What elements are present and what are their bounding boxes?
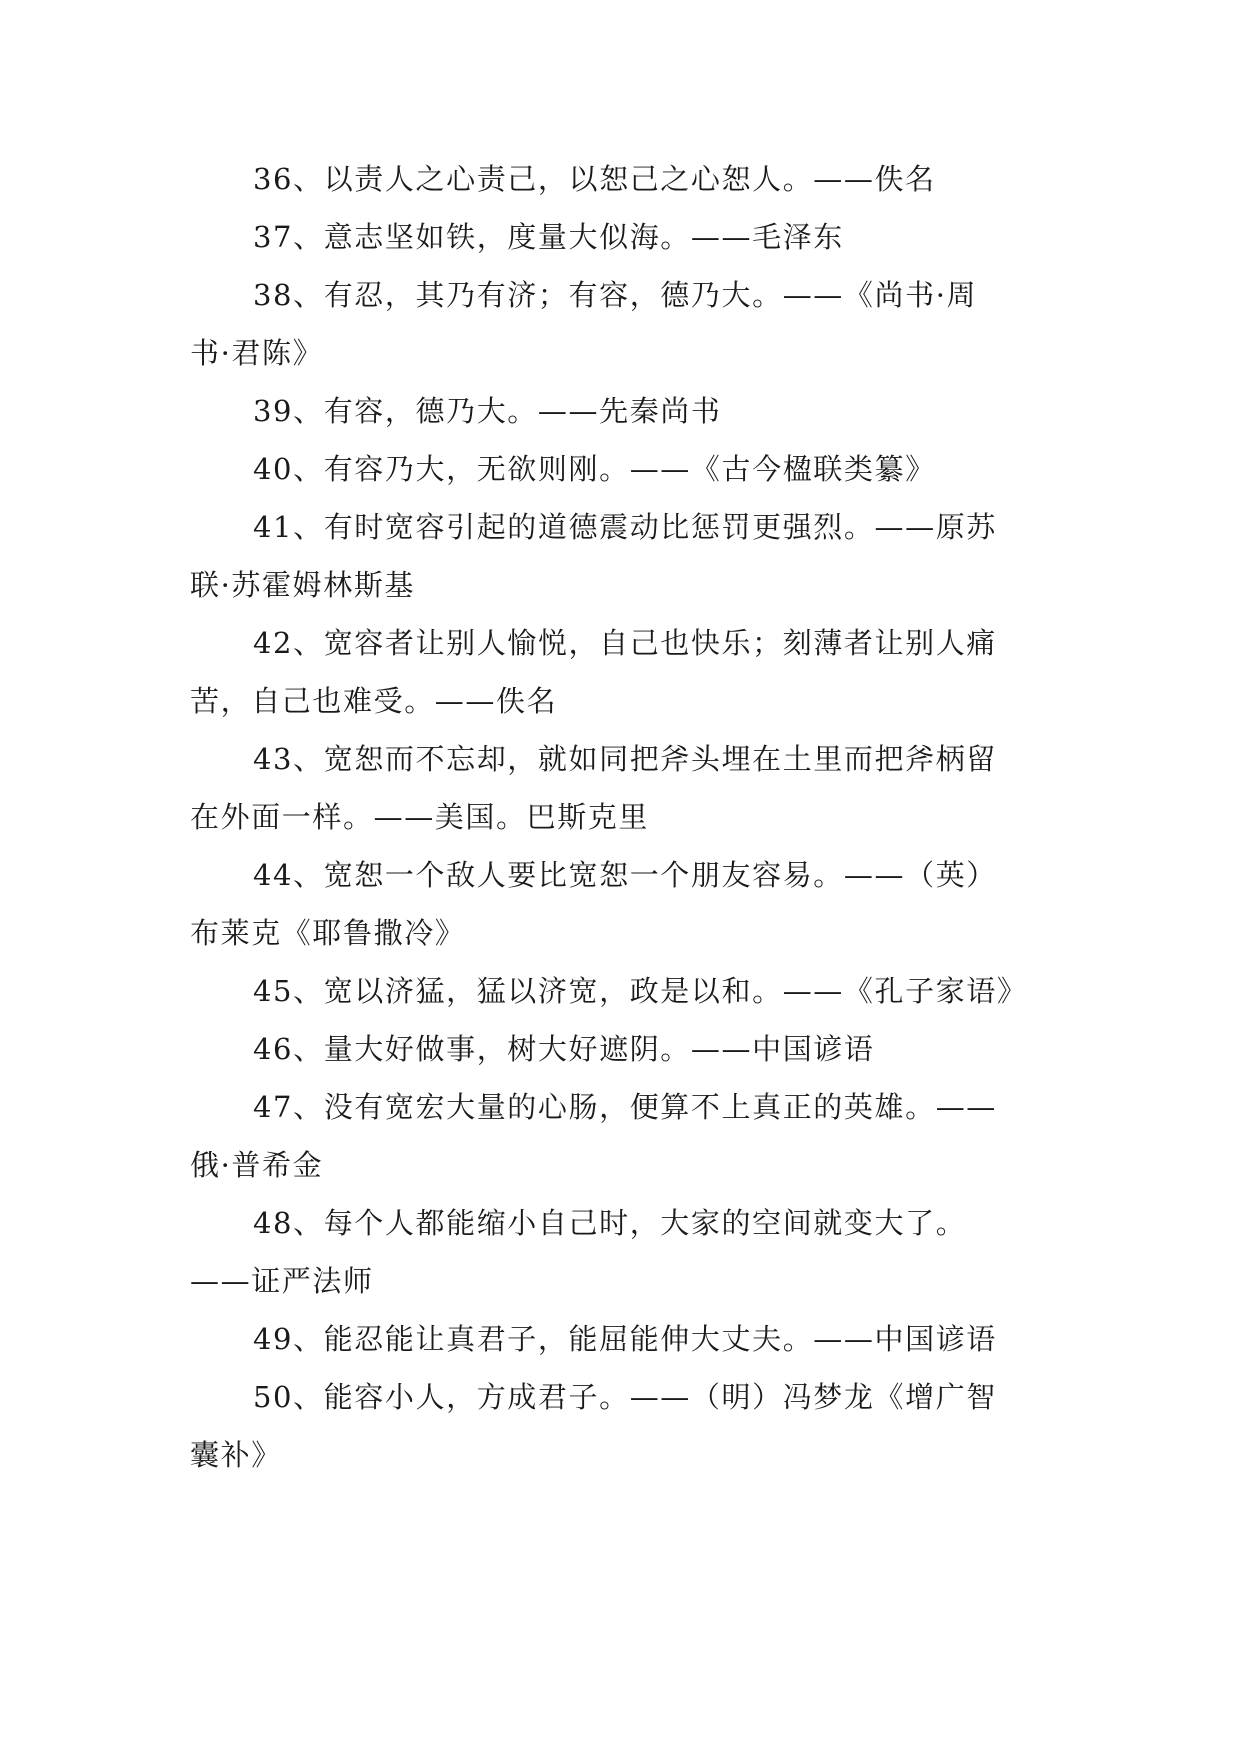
quote-text-continuation: 苦，自己也难受。——佚名 <box>190 684 558 718</box>
quote-item <box>0 1078 1241 1194</box>
quote-text: 43、宽恕而不忘却，就如同把斧头埋在土里而把斧柄留 <box>253 742 997 776</box>
quote-item <box>0 1020 1241 1078</box>
quote-text: 46、量大好做事，树大好遮阴。——中国谚语 <box>253 1032 875 1066</box>
quote-text: 48、每个人都能缩小自己时，大家的空间就变大了。 <box>253 1206 967 1240</box>
quote-text-continuation: 联·苏霍姆林斯基 <box>190 568 416 602</box>
quote-text: 49、能忍能让真君子，能屈能伸大丈夫。——中国谚语 <box>253 1322 997 1356</box>
quote-text-continuation: 书·君陈》 <box>190 336 324 370</box>
quote-item <box>0 440 1241 498</box>
quote-text-continuation: 在外面一样。——美国。巴斯克里 <box>190 800 650 834</box>
quote-text: 40、有容乃大，无欲则刚。——《古今楹联类纂》 <box>253 452 936 486</box>
quote-text: 38、有忍，其乃有济；有容，德乃大。——《尚书·周 <box>253 278 978 312</box>
quote-text: 47、没有宽宏大量的心肠，便算不上真正的英雄。—— <box>253 1090 997 1124</box>
quote-item <box>0 846 1241 962</box>
quote-item <box>0 730 1241 846</box>
quote-text: 37、意志坚如铁，度量大似海。——毛泽东 <box>253 220 844 254</box>
quote-item <box>0 150 1241 208</box>
quote-list <box>0 150 1241 1484</box>
quote-text: 36、以责人之心责己，以恕己之心恕人。——佚名 <box>253 162 936 196</box>
quote-text: 50、能容小人，方成君子。——（明）冯梦龙《增广智 <box>253 1380 997 1414</box>
quote-text-continuation: 布莱克《耶鲁撒冷》 <box>190 916 466 950</box>
quote-item <box>0 962 1241 1020</box>
quote-text: 42、宽容者让别人愉悦，自己也快乐；刻薄者让别人痛 <box>253 626 997 660</box>
quote-text: 44、宽恕一个敌人要比宽恕一个朋友容易。——（英） <box>253 858 997 892</box>
quote-item <box>0 266 1241 382</box>
quote-text: 41、有时宽容引起的道德震动比惩罚更强烈。——原苏 <box>253 510 997 544</box>
quote-item <box>0 1194 1241 1310</box>
quote-item <box>0 208 1241 266</box>
quote-item <box>0 498 1241 614</box>
quote-item <box>0 382 1241 440</box>
quote-text-continuation: ——证严法师 <box>190 1264 374 1298</box>
quote-text: 45、宽以济猛，猛以济宽，政是以和。——《孔子家语》 <box>253 974 1028 1008</box>
quote-item <box>0 1310 1241 1368</box>
quote-item <box>0 1368 1241 1484</box>
quote-item <box>0 614 1241 730</box>
quote-text-continuation: 俄·普希金 <box>190 1148 324 1182</box>
quote-text: 39、有容，德乃大。——先秦尚书 <box>253 394 722 428</box>
quote-text-continuation: 囊补》 <box>190 1438 282 1472</box>
